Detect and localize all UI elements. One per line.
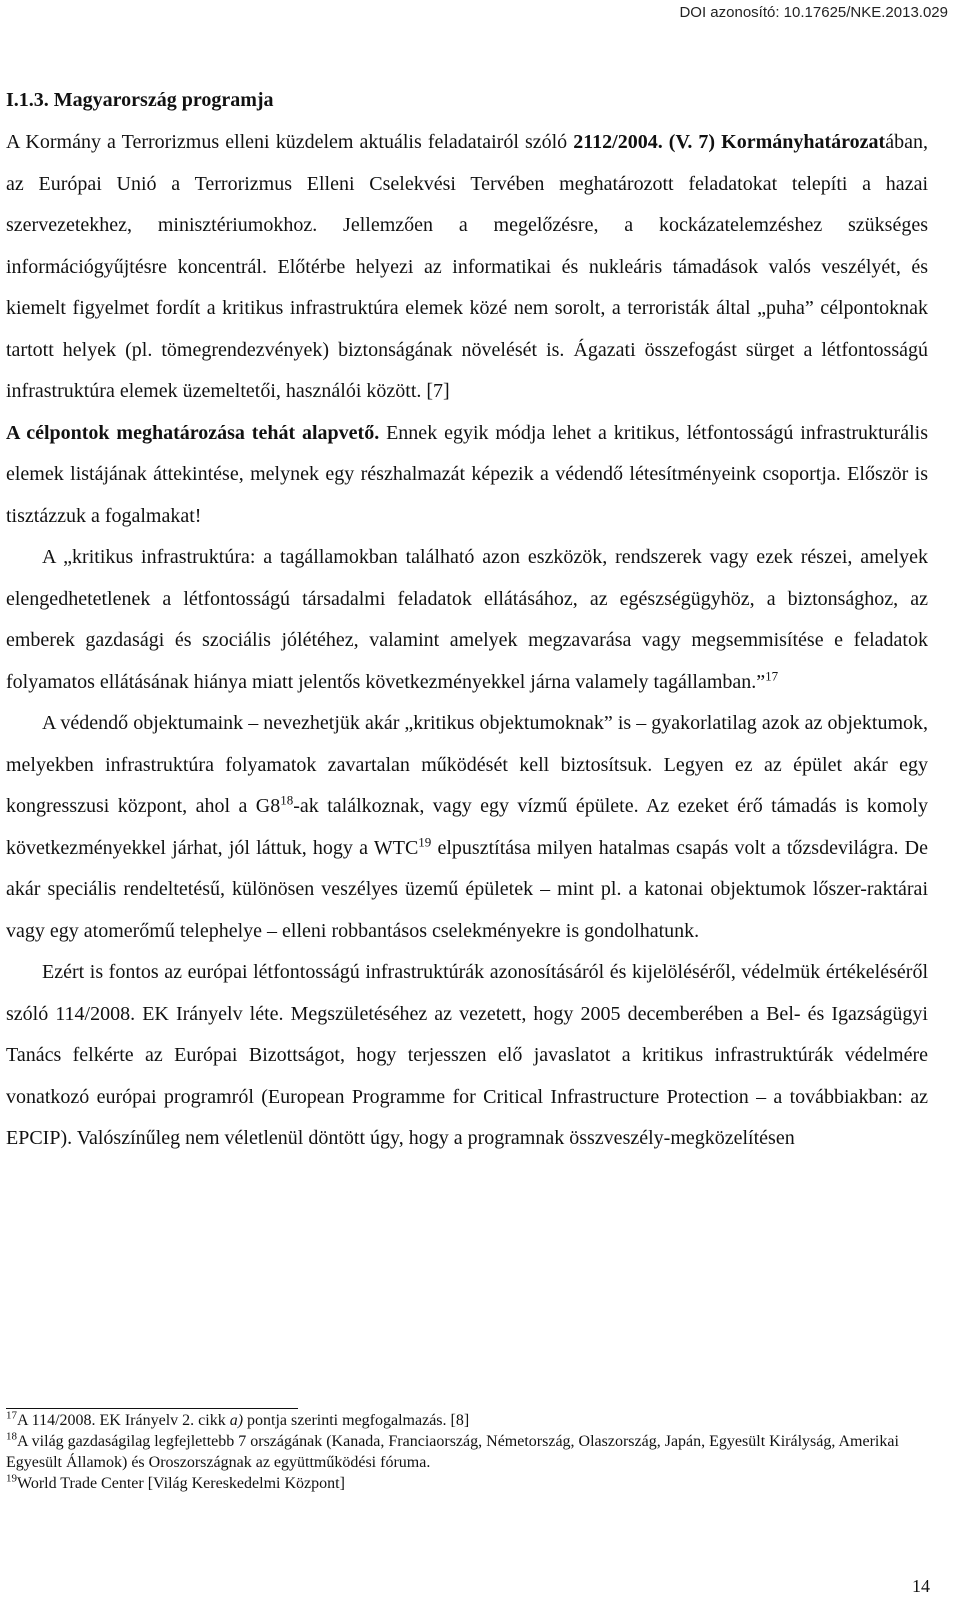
footnote-19 (6, 1473, 928, 1494)
page-number: 14 (912, 1576, 930, 1596)
paragraph-1 (6, 122, 928, 413)
footnote-text: World Trade Center [Világ Kereskedelmi Központ] (17, 1475, 345, 1492)
paragraph-4-text-c: elpusztítása milyen hatalmas csapás volt a tőzsdevilágra. De akár speciális rendeltetésű, különösen veszélyes üzemű épületek – mint pl. a katonai objektumok lőszer-raktárai vagy egy atomerőmű telephelye – elleni robbantásos cselekményekre is gondolhatunk. (6, 836, 928, 942)
footnotes (6, 1410, 928, 1494)
footnote-number: 18 (6, 1430, 17, 1443)
paragraph-1-bold: 2112/2004. (V. 7) Kormányhatározat (573, 131, 886, 153)
paragraph-5 (6, 952, 928, 1160)
footnote-ref-19: 19 (418, 833, 432, 849)
paragraph-2 (6, 413, 928, 538)
footnote-text: A 114/2008. EK Irányelv 2. cikk (17, 1412, 230, 1429)
paragraph-3-text: A „kritikus infrastruktúra: a tagállamokban található azon eszközök, rendszerek vagy ezek részei, amelyek elengedhetetlenek a létfontosságú társadalmi feladatok ellátásához, az egészségügyhöz, a biztonsághoz, az emberek gazdasági és szociális jólétéhez, valamint amelyek megzavarása vagy megsemmisítése e feladatok folyamatos ellátásának hiánya miatt jelentős következményekkel járna valamely tagállamban.” (6, 546, 928, 693)
footnote-text: A világ gazdaságilag legfejlettebb 7 országának (Kanada, Franciaország, Németország, Olaszország, Japán, Egyesült Királyság, Amerikai Egyesült Államok) és Oroszországnak az együttműködési fóruma. (6, 1433, 899, 1471)
section-title: I.1.3. Magyarország programja (6, 89, 274, 111)
paragraph-2-bold: A célpontok meghatározása tehát alapvető. (6, 421, 380, 444)
footnote-18 (6, 1431, 928, 1473)
paragraph-4-text-b: -ak találkoznak, vagy egy vízmű épülete. Az ezeket érő támadás is komoly következményekkel járhat, jól láttuk, hogy a WTC (6, 795, 928, 859)
paragraph-1-text-a: A Kormány a Terrorizmus elleni küzdelem aktuális feladatairól szóló (6, 131, 574, 153)
paragraph-3 (6, 537, 928, 703)
paragraph-2-text: Ennek egyik módja lehet a kritikus, létfontosságú infrastrukturális elemek listájának áttekintése, melynek egy részhalmazát képezik a védendő létesítményeink csoportja. Először is tisztázzuk a fogalmakat! (6, 421, 928, 527)
footnote-ref-17: 17 (765, 667, 779, 683)
page-body (6, 80, 928, 1160)
doi-header: DOI azonosító: 10.17625/NKE.2013.029 (679, 4, 948, 21)
footnote-17 (6, 1410, 928, 1431)
paragraph-4-text-a: A védendő objektumaink – nevezhetjük akár „kritikus objektumoknak” is – gyakorlatilag azok az objektumok, melyekben infrastruktúra folyamatok zavartalan működését kell biztosítsuk. Legyen ez az épület akár egy kongresszusi központ, ahol a G8 (6, 712, 928, 817)
paragraph-1-text-b: ában, az Európai Unió a Terrorizmus Elleni Cselekvési Tervében meghatározott feladatokat telepíti a hazai szervezetekhez, minisztériumokhoz. Jellemzően a megelőzésre, a kockázatelemzéshez szükséges információgyűjtésre koncentrál. Előtérbe helyezi az informatikai és nukleáris támadások valós veszélyét, és kiemelt figyelmet fordít a kritikus infrastruktúra elemek közé nem sorolt, a terroristák által „puha” célpontoknak tartott helyek (pl. tömegrendezvények) biztonságának növelését is. Ágazati összefogást sürget a létfontosságú infrastruktúra elemek üzemeltetői, használói között. [7] (6, 131, 928, 402)
footnote-text-tail: pontja szerinti megfogalmazás. [8] (243, 1412, 470, 1429)
footnote-separator (6, 1408, 298, 1409)
paragraph-5-text: Ezért is fontos az európai létfontosságú infrastruktúrák azonosításáról és kijelöléséről, védelmük értékeléséről szóló 114/2008. EK Irányelv léte. Megszületéséhez az vezetett, hogy 2005 decemberében a Bel- és Igazságügyi Tanács felkérte az Európai Bizottságot, hogy terjesszen elő javaslatot a kritikus infrastruktúrák védelmére vonatkozó európai programról (European Programme for Critical Infrastructure Protection – a továbbiakban: az EPCIP). Valószínűleg nem véletlenül döntött úgy, hogy a programnak összveszély-megközelítésen (6, 961, 928, 1149)
footnote-ref-18: 18 (280, 792, 294, 808)
footnote-number: 19 (6, 1472, 17, 1485)
footnote-number: 17 (6, 1409, 17, 1422)
paragraph-4 (6, 703, 928, 952)
footnote-italic: a) (229, 1412, 244, 1429)
